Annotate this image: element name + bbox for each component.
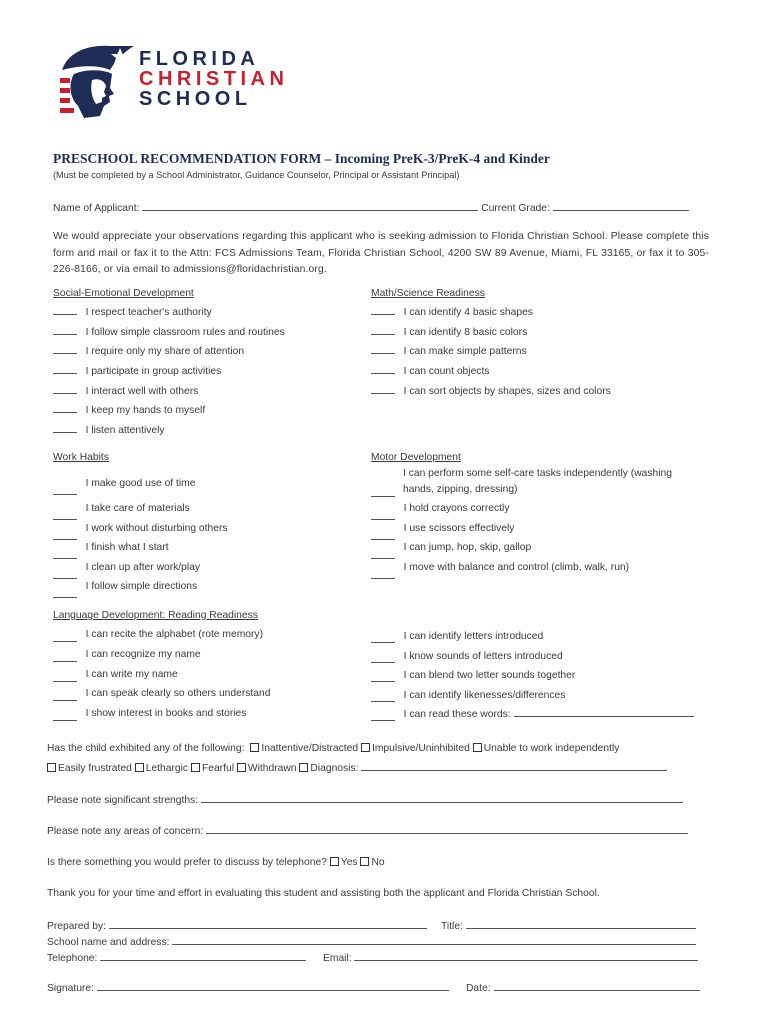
checklist-row [371,560,629,573]
item-label: I can write my name [85,669,178,680]
item-label: I can blend two letter sounds together [403,670,576,681]
checklist-row [371,668,575,681]
item-label: I make good use of time [85,478,196,489]
applicant-row [53,201,689,214]
checklist-row [371,707,694,720]
logo-line-florida: FLORIDA [139,48,260,70]
checkbox-inattentive[interactable] [250,743,259,752]
item-label: I can count objects [403,366,490,377]
exhibited-line1 [47,743,619,754]
item-label: I use scissors effectively [403,523,515,534]
title-field[interactable] [466,919,696,929]
checklist-row [371,688,565,701]
check-blank[interactable] [371,692,395,702]
checklist-row [53,706,246,719]
check-blank[interactable] [53,423,77,433]
item-label: I work without disturbing others [85,523,228,534]
check-blank[interactable] [53,711,77,721]
current-grade-label: Current Grade: [481,203,550,214]
option-label: Impulsive/Uninhibited [371,743,470,754]
item-label: I can identify likenesses/differences [403,690,566,701]
check-blank[interactable] [371,325,395,335]
check-blank[interactable] [371,530,395,540]
checklist-row [53,560,200,573]
check-blank[interactable] [371,364,395,374]
checklist-row [371,521,514,534]
strengths-row [47,793,683,806]
checklist-row [371,629,543,642]
telephone-field[interactable] [100,951,306,961]
check-blank[interactable] [53,325,77,335]
telephone-label: Telephone: [47,953,98,964]
checkbox-fearful[interactable] [191,763,200,772]
thanks-text: Thank you for your time and effort in evaluating this student and assisting both the applicant and Florida Christian School. [47,888,600,899]
no-label: No [371,857,385,868]
patriot-head-icon [54,40,140,120]
form-subtitle: (Must be completed by a School Administrator, Guidance Counselor, Principal or Assistant Principal) [53,170,460,180]
checklist-row [53,423,165,436]
check-blank[interactable] [371,633,395,643]
checklist-row [371,540,531,553]
school-row [47,935,696,948]
option-label: Inattentive/Distracted [261,743,359,754]
checklist-row [53,521,228,534]
checklist-row [53,325,285,338]
checklist-row-multiline [371,468,711,498]
exhibited-line2 [47,761,667,774]
email-field[interactable] [354,951,698,961]
telephone-question-label: Is there something you would prefer to discuss by telephone? [47,857,327,868]
check-blank[interactable] [53,403,77,413]
checkbox-frustrated[interactable] [47,763,56,772]
checklist-row [371,384,611,397]
check-blank[interactable] [53,530,77,540]
strengths-label: Please note significant strengths: [47,795,199,806]
school-field[interactable] [172,935,696,945]
checkbox-unable-independent[interactable] [473,743,482,752]
signature-field[interactable] [97,981,449,991]
item-label: I require only my share of attention [85,346,245,357]
check-blank[interactable] [53,549,77,559]
checklist-row [53,384,198,397]
checklist-row [371,305,533,318]
checklist-row [53,501,190,514]
checklist-row [53,540,169,553]
section-title-work: Work Habits [53,452,109,463]
signature-row [47,981,449,994]
checkbox-no[interactable] [360,857,369,866]
option-label: Lethargic [145,763,189,774]
check-blank[interactable] [53,569,77,579]
checklist-row [53,686,270,699]
check-blank[interactable] [53,384,77,394]
check-blank[interactable] [53,672,77,682]
date-label: Date: [466,983,491,994]
checkbox-yes[interactable] [330,857,339,866]
item-label: I can speak clearly so others understand [85,688,271,699]
check-blank[interactable] [53,485,77,495]
checklist-row [53,344,244,357]
item-label: I take care of materials [85,503,190,514]
applicant-name-label: Name of Applicant: [53,203,140,214]
email-row [323,951,698,964]
checkbox-withdrawn[interactable] [237,763,246,772]
logo-line-christian: CHRISTIAN [139,68,289,90]
check-blank[interactable] [53,510,77,520]
prepared-by-row [47,919,427,932]
item-label: I know sounds of letters introduced [403,651,563,662]
read-words-field[interactable] [514,707,694,717]
option-label: Easily frustrated [58,763,132,774]
school-label: School name and address: [47,937,170,948]
prepared-by-label: Prepared by: [47,921,106,932]
check-blank[interactable] [53,305,77,315]
checkbox-impulsive[interactable] [361,743,370,752]
item-label: I keep my hands to myself [85,405,206,416]
concerns-label: Please note any areas of concern: [47,826,204,837]
item-label: I hold crayons correctly [403,503,510,514]
checklist-row [53,476,196,489]
section-title-language: Language Development: Reading Readiness [53,610,258,621]
date-row [466,981,700,994]
check-blank[interactable] [371,344,395,354]
item-label: I show interest in books and stories [85,708,247,719]
item-label: I participate in group activities [85,366,222,377]
intro-paragraph: We would appreciate your observations regarding this applicant who is seeking admission to Florida Christian School. Please complete this form and mail or fax it to the Attn: FCS Admissions Team, Florida Christian School, 4200 SW 89 Avenue, Miami, FL 33165, or fax it to 305-226-8166, or via email to admissions@floridachristian.org. [53,231,709,275]
check-blank[interactable] [53,691,77,701]
check-blank[interactable] [371,384,395,394]
check-blank[interactable] [371,510,395,520]
check-blank[interactable] [53,632,77,642]
checklist-row [371,325,527,338]
exhibited-label: Has the child exhibited any of the following: [47,743,245,754]
item-label-line2: hands, zipping, dressing) [403,484,518,495]
section-title-social: Social-Emotional Development [53,288,194,299]
item-label: I can read these words: [403,709,511,720]
school-logo [54,40,289,120]
item-label: I can recognize my name [85,649,201,660]
check-blank[interactable] [371,305,395,315]
checklist-row [53,364,221,377]
prepared-by-field[interactable] [109,919,427,929]
check-blank[interactable] [371,569,395,579]
checklist-row [371,649,563,662]
item-label: I follow simple directions [85,581,198,592]
checklist-row [371,344,527,357]
telephone-question-row [47,857,385,868]
checkbox-lethargic[interactable] [135,763,144,772]
checklist-row [371,364,489,377]
item-label: I clean up after work/play [85,562,201,573]
item-label: I move with balance and control (climb, walk, run) [403,562,630,573]
logo-line-school: SCHOOL [139,88,252,110]
check-blank[interactable] [371,672,395,682]
section-title-motor: Motor Development [371,452,461,463]
email-label: Email: [323,953,352,964]
option-label: Diagnosis: [310,763,359,774]
checkbox-diagnosis[interactable] [299,763,308,772]
concerns-row [47,824,688,837]
checklist-row [371,501,509,514]
item-label: I can sort objects by shapes, sizes and colors [403,386,611,397]
item-label: I can make simple patterns [403,346,527,357]
section-title-math: Math/Science Readiness [371,288,485,299]
item-label: I respect teacher's authority [85,307,212,318]
form-title: PRESCHOOL RECOMMENDATION FORM – Incoming PreK-3/PreK-4 and Kinder [53,151,550,166]
check-blank[interactable] [53,344,77,354]
concerns-field[interactable] [206,824,688,834]
checklist-row [53,579,197,592]
current-grade-field[interactable] [553,201,689,211]
title-label: Title: [441,921,463,932]
telephone-row [47,951,306,964]
item-label: I can identify letters introduced [403,631,544,642]
item-label: I can recite the alphabet (rote memory) [85,629,264,640]
check-blank[interactable] [371,711,395,721]
item-label: I finish what I start [85,542,169,553]
date-field[interactable] [494,981,700,991]
item-label: I can jump, hop, skip, gallop [403,542,532,553]
checklist-row [53,305,212,318]
yes-label: Yes [340,857,358,868]
item-label: I can identify 8 basic colors [403,327,528,338]
check-blank[interactable] [53,652,77,662]
check-blank[interactable] [371,653,395,663]
checklist-row [53,647,201,660]
diagnosis-field[interactable] [361,761,667,771]
check-blank[interactable] [53,588,77,598]
checklist-row [53,627,263,640]
check-blank[interactable] [371,487,395,497]
check-blank[interactable] [371,549,395,559]
check-blank[interactable] [53,364,77,374]
item-label: I follow simple classroom rules and routines [85,327,285,338]
option-label: Withdrawn [247,763,297,774]
title-row [441,919,696,932]
strengths-field[interactable] [201,793,683,803]
item-label: I interact well with others [85,386,199,397]
item-label: I listen attentively [85,425,165,436]
signature-label: Signature: [47,983,94,994]
applicant-name-field[interactable] [142,201,478,211]
option-label: Unable to work independently [483,743,620,754]
item-label: I can identify 4 basic shapes [403,307,533,318]
item-label-line1: I can perform some self-care tasks independently (washing [403,468,672,479]
checklist-row [53,667,178,680]
option-label: Fearful [201,763,234,774]
checklist-row [53,403,205,416]
